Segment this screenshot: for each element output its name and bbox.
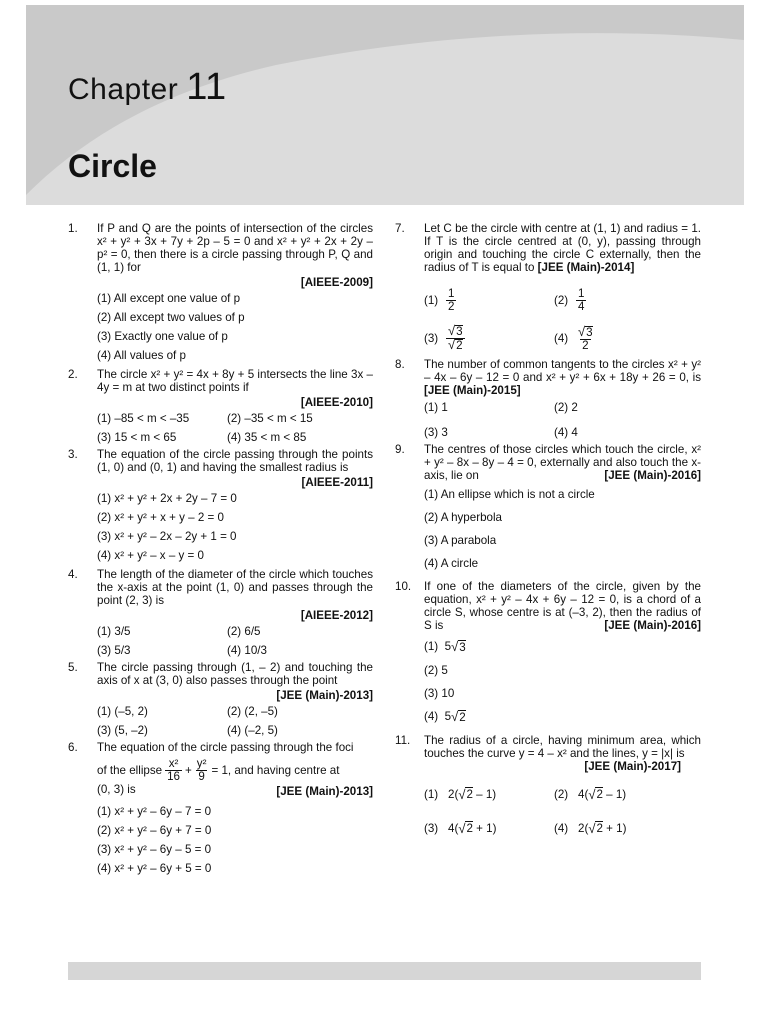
- option: (4) 5 √ 2: [424, 709, 466, 724]
- coefficient: 4: [448, 821, 455, 835]
- question-11: [395, 734, 701, 835]
- option: (1) x² + y² + 2x + 2y – 7 = 0: [97, 492, 237, 505]
- option: (2) –35 < m < 15: [227, 412, 313, 425]
- option: (1) 2 ( √ 2 – 1 ): [424, 786, 497, 802]
- option: (2) x² + y² + x + y – 2 = 0: [97, 511, 224, 524]
- numerator: 3: [586, 325, 593, 339]
- option: (2) All except two values of p: [97, 311, 245, 324]
- radicand: 2: [466, 788, 473, 801]
- option-label: (3): [424, 821, 439, 835]
- question-text-part: The centres of those circles which touch the circle, x² + y² – 8x – 8y – 4 = 0, externally and also touch the x-axis, lie on: [424, 443, 701, 482]
- question-7: [395, 222, 701, 352]
- option: (2) x² + y² – 6y + 7 = 0: [97, 824, 212, 837]
- coefficient: 2: [578, 821, 585, 835]
- question-number: 10.: [395, 580, 412, 593]
- question-text-part: The number of common tangents to the circles x² + y² – 4x – 6y – 12 = 0 and x² + y² + 6x + 18y + 26 = 0, is: [424, 358, 701, 384]
- option: (1) (–5, 2): [97, 705, 148, 718]
- question-text-part: (0, 3) is: [97, 783, 136, 796]
- option: [554, 325, 684, 352]
- options-grid: [424, 787, 701, 835]
- option: (2) 6/5: [227, 625, 261, 638]
- option: (3) A parabola: [424, 534, 497, 547]
- question-number: 1.: [68, 222, 78, 235]
- question-number: 8.: [395, 358, 405, 371]
- fraction: $\frac{√3}{√2}$: [448, 323, 463, 352]
- question-text-part: The equation of the circle passing through the foci: [97, 741, 354, 754]
- question-text-part: Let C be the circle with centre at (1, 1) and radius = 1. If T is the circle centred at (0, y), passing through origin and touching the circle C externally, then the radius of T is equal to: [424, 222, 701, 274]
- coefficient: 4: [578, 787, 585, 801]
- option: (4) All values of p: [97, 349, 186, 362]
- exam-source: [AIEEE-2010]: [300, 396, 373, 409]
- options-list: [97, 292, 373, 362]
- question-text: [424, 734, 701, 773]
- option: (2) 5: [424, 664, 448, 677]
- option: (1) x² + y² – 6y – 7 = 0: [97, 805, 212, 818]
- exam-source: [AIEEE-2009]: [300, 276, 373, 289]
- question-6: [68, 741, 373, 875]
- numerator: 1: [578, 287, 585, 300]
- option: (1) An ellipse which is not a circle: [424, 488, 595, 501]
- option: (3) 4 ( √ 2 + 1 ): [424, 820, 497, 836]
- footer-bar: [68, 962, 701, 980]
- denominator: 4: [578, 300, 585, 313]
- option: (3) x² + y² – 6y – 5 = 0: [97, 843, 212, 856]
- exam-source: [JEE (Main)-2016]: [604, 469, 701, 482]
- option: [554, 288, 684, 313]
- fraction: [576, 288, 586, 313]
- question-4: [68, 568, 373, 657]
- question-10: [395, 580, 701, 724]
- coefficient: 5: [444, 710, 452, 723]
- options-list: [424, 488, 701, 570]
- option-label: (1): [424, 787, 439, 801]
- question-number: 2.: [68, 368, 78, 381]
- term: + 1: [606, 821, 623, 835]
- option: (1) –85 < m < –35: [97, 412, 190, 425]
- radicand: 2: [466, 822, 473, 835]
- radicand: 2: [596, 822, 603, 835]
- option: (3) 10: [424, 687, 455, 700]
- option: (3) 15 < m < 65: [97, 431, 177, 444]
- option: (4) 2 ( √ 2 + 1 ): [554, 820, 627, 836]
- question-text: The equation of the circle passing through the points (1, 0) and (0, 1) and having the smallest radius is: [97, 448, 373, 474]
- question-5: [68, 661, 373, 737]
- coefficient: 5: [444, 640, 452, 653]
- option-label: (3): [424, 332, 439, 345]
- option: (2) 2: [554, 401, 578, 414]
- question-text: [424, 443, 701, 482]
- question-number: 4.: [68, 568, 78, 581]
- question-text-part: The radius of a circle, having minimum area, which touches the curve y = 4 – x² and the lines, y = |x| is: [424, 734, 701, 760]
- exam-source: [JEE (Main)-2015]: [424, 384, 521, 397]
- question-text: If P and Q are the points of intersection of the circles x² + y² + 3x + 7y + 2p – 5 = 0 and x² + y² + 2x + 2y – p² = 0, then there is a circle passing through P, Q and (1, 1) for: [97, 222, 373, 274]
- numerator: y²: [196, 757, 207, 770]
- exam-source: [AIEEE-2011]: [301, 476, 373, 489]
- question-number: 7.: [395, 222, 405, 235]
- exam-source: [JEE (Main)-2017]: [584, 760, 681, 773]
- denominator: 2: [448, 300, 455, 313]
- fraction-y2-9: [195, 758, 209, 783]
- denominator: 9: [198, 770, 205, 783]
- options-grid: [97, 625, 373, 657]
- option: (3) (5, –2): [97, 724, 148, 737]
- options-grid: [424, 288, 701, 352]
- radicand: 2: [459, 711, 466, 724]
- option: (1) All except one value of p: [97, 292, 241, 305]
- question-9: [395, 443, 701, 570]
- option: (4) x² + y² – x – y = 0: [97, 549, 204, 562]
- question-8: [395, 358, 701, 439]
- question-text: The equation of the circle passing through the foci of the ellipse $\frac{\text{x²}}{16}$ + $\frac{\text{y²}}{9}$ = 1, and having centre at (0, 3) is [JEE (Main)-2013]: [97, 741, 373, 798]
- chapter-label: [68, 66, 227, 109]
- option: (3) 5/3: [97, 644, 131, 657]
- chapter-number: 11: [186, 66, 227, 108]
- option: [424, 325, 554, 352]
- option-label: (4): [424, 710, 439, 723]
- option-label: (1): [424, 294, 439, 307]
- option: (3) x² + y² – 2x – 2y + 1 = 0: [97, 530, 237, 543]
- option-label: (1): [424, 640, 439, 653]
- question-text: The length of the diameter of the circle which touches the x-axis at the point (1, 0) and passes through the point (2, 3) is: [97, 568, 373, 607]
- denominator: 2: [456, 339, 463, 352]
- question-number: 9.: [395, 443, 405, 456]
- question-text-part: of the ellipse: [97, 764, 163, 777]
- option: (2) 4 ( √ 2 – 1 ): [554, 786, 627, 802]
- question-3: [68, 448, 373, 562]
- option-label: (2): [554, 787, 569, 801]
- question-number: 6.: [68, 741, 78, 754]
- question-number: 3.: [68, 448, 78, 461]
- fraction-x2-16: [165, 758, 182, 783]
- numerator: 3: [456, 325, 463, 338]
- option: (3) Exactly one value of p: [97, 330, 228, 343]
- denominator: 16: [167, 770, 181, 783]
- term: + 1: [476, 821, 493, 835]
- right-column: [395, 222, 701, 841]
- options-list: [97, 805, 373, 875]
- option: (1) 5 √ 3: [424, 639, 466, 654]
- exam-source: [JEE (Main)-2016]: [604, 619, 701, 632]
- term: – 1: [606, 787, 623, 801]
- question-number: 5.: [68, 661, 78, 674]
- exam-source: [JEE (Main)-2013]: [276, 785, 373, 798]
- option: (1) 1: [424, 401, 448, 414]
- option: (4) A circle: [424, 557, 479, 570]
- term: – 1: [476, 787, 493, 801]
- options-list: [97, 492, 373, 562]
- exam-source: [JEE (Main)-2014]: [537, 261, 635, 274]
- options-grid: [424, 401, 701, 439]
- option: (2) A hyperbola: [424, 511, 502, 524]
- question-number: 11.: [395, 734, 411, 747]
- chapter-title: Circle: [68, 148, 157, 184]
- question-text: [424, 580, 701, 632]
- coefficient: 2: [448, 787, 455, 801]
- options-list: [424, 640, 701, 724]
- numerator: 1: [448, 287, 455, 300]
- option: (4) 10/3: [227, 644, 267, 657]
- option-label: (4): [554, 821, 569, 835]
- question-text-part: = 1, and having centre at: [211, 764, 340, 777]
- radicand: 3: [459, 641, 466, 654]
- option: (4) 4: [554, 426, 578, 439]
- denominator: 2: [582, 338, 589, 352]
- radicand: 2: [596, 788, 603, 801]
- options-grid: [97, 412, 373, 444]
- option: (3) 3: [424, 426, 448, 439]
- numerator: x²: [168, 757, 179, 770]
- question-text: The circle passing through (1, – 2) and touching the axis of x at (3, 0) also passes through the point: [97, 661, 373, 687]
- chapter-word: Chapter: [68, 73, 179, 106]
- option: (4) (–2, 5): [227, 724, 278, 737]
- option: (1) 3/5: [97, 625, 131, 638]
- option: (4) 35 < m < 85: [227, 431, 307, 444]
- question-text: [424, 222, 701, 274]
- option: [424, 288, 554, 313]
- question-text-part: If one of the diameters of the circle, given by the equation, x² + y² – 4x + 6y – 12 = 0, is a chord of a circle S, whose centre is at (–3, 2), then the radius of S is: [424, 580, 701, 632]
- left-column: [68, 222, 373, 881]
- question-text: The circle x² + y² = 4x + 8y + 5 intersects the line 3x – 4y = m at two distinct points if: [97, 368, 373, 394]
- exam-source: [JEE (Main)-2013]: [276, 689, 373, 702]
- question-2: [68, 368, 373, 444]
- option-label: (2): [554, 294, 569, 307]
- exam-source: [AIEEE-2012]: [300, 609, 373, 622]
- option-label: (4): [554, 332, 569, 345]
- question-1: [68, 222, 373, 362]
- question-text: [424, 358, 701, 397]
- option: (4) x² + y² – 6y + 5 = 0: [97, 862, 212, 875]
- fraction: $\frac{√3}{2}$: [578, 323, 593, 352]
- fraction: [446, 288, 456, 313]
- option: (2) (2, –5): [227, 705, 278, 718]
- options-grid: [97, 705, 373, 737]
